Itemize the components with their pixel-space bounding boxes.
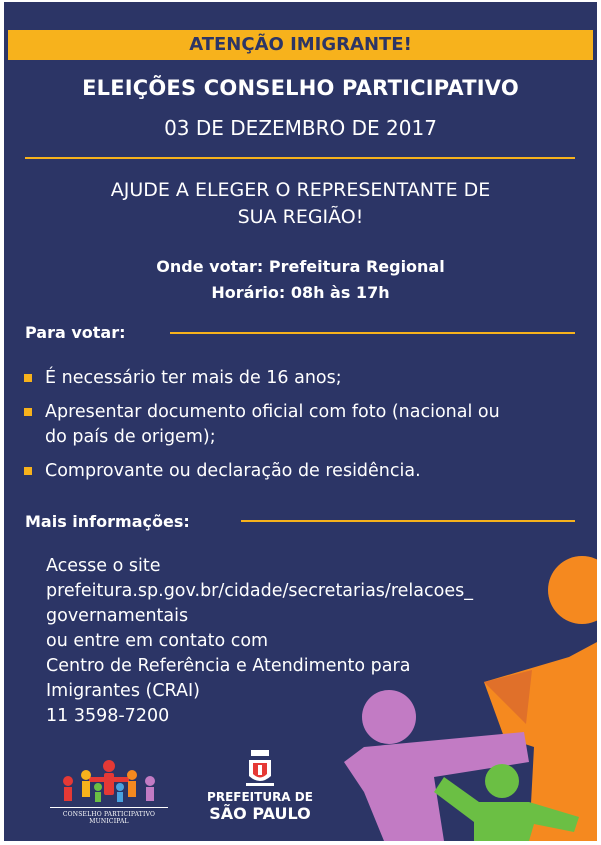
help-line-1: AJUDE A ELEGER O REPRESENTANTE DE — [110, 179, 491, 201]
info-line: ou entre em contato com — [46, 631, 269, 651]
sao-paulo-coat-of-arms-icon — [246, 750, 274, 788]
election-date: 03 DE DEZEMBRO DE 2017 — [164, 116, 437, 140]
info-line: Centro de Referência e Atendimento para — [46, 656, 411, 676]
info-line: Acesse o site — [46, 556, 161, 576]
cpm-people-icon — [44, 757, 174, 813]
green-person-body-icon — [434, 777, 579, 841]
requirements-list — [22, 366, 582, 493]
bullet-icon — [24, 408, 32, 416]
voting-place: Onde votar: Prefeitura Regional — [156, 257, 445, 276]
list-item: Apresentar documento oficial com foto (nacional ou do país de origem); — [22, 400, 582, 450]
cpm-logo-text: CONSELHO PARTICIPATIVO MUNICIPAL — [62, 811, 156, 825]
list-item: É necessário ter mais de 16 anos; — [22, 366, 582, 391]
vote-section-title: Para votar: — [25, 323, 126, 342]
contact-info — [46, 554, 546, 729]
vote-section-divider — [170, 332, 575, 334]
bullet-icon — [24, 374, 32, 382]
prefeitura-sp-logo — [200, 750, 320, 830]
website-link-continued[interactable]: governamentais — [46, 606, 189, 626]
phone-number[interactable]: 11 3598-7200 — [46, 706, 170, 726]
poster-title: ELEIÇÕES CONSELHO PARTICIPATIVO — [82, 76, 519, 100]
purple-person-body-icon — [344, 732, 529, 841]
divider — [25, 157, 575, 159]
attention-banner: ATENÇÃO IMIGRANTE! — [8, 30, 593, 60]
voting-info — [4, 254, 597, 306]
bullet-icon — [24, 467, 32, 475]
info-section-title: Mais informações: — [25, 512, 190, 531]
orange-person-head-icon — [548, 556, 597, 624]
help-message — [64, 177, 537, 231]
help-line-2: SUA REGIÃO! — [237, 206, 364, 228]
website-link[interactable]: prefeitura.sp.gov.br/cidade/secretarias/relacoes_ — [46, 581, 473, 601]
poster — [4, 2, 597, 841]
voting-hours: Horário: 08h às 17h — [211, 283, 390, 302]
prefeitura-label: PREFEITURA DE — [207, 790, 313, 804]
info-line: Imigrantes (CRAI) — [46, 681, 200, 701]
info-section-divider — [241, 520, 575, 522]
green-person-head-icon — [485, 764, 519, 798]
list-item: Comprovante ou declaração de residência. — [22, 459, 582, 484]
sao-paulo-label: SÃO PAULO — [209, 804, 311, 823]
cpm-logo — [44, 757, 174, 825]
